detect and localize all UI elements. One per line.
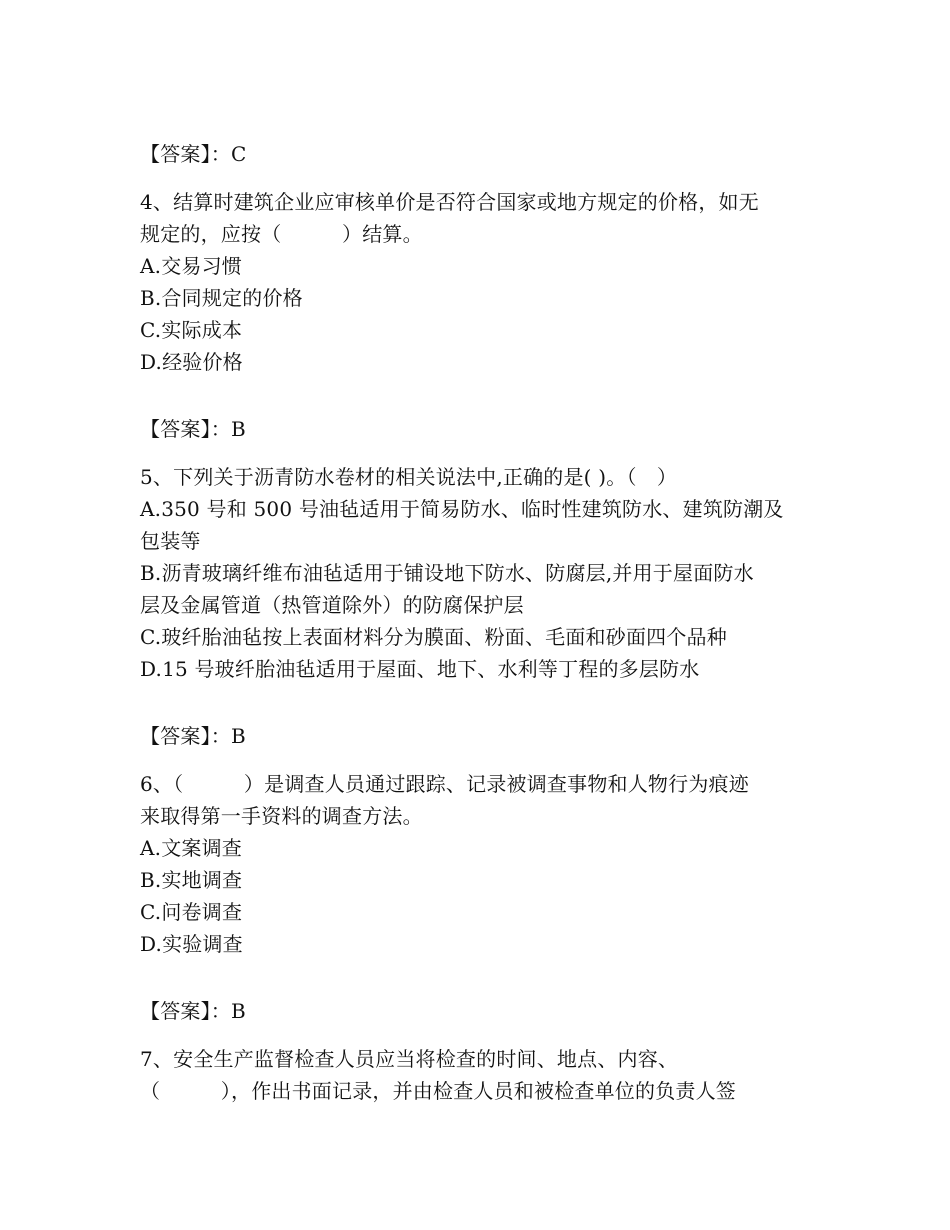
question-6-stem-line-1: 6、（ ）是调查人员通过跟踪、记录被调查事物和人物行为痕迹 [140,772,749,796]
question-4-option-d: D.经验价格 [140,350,243,374]
question-4-stem-line-2: 规定的，应按（ ）结算。 [140,222,423,246]
question-6-option-d: D.实验调查 [140,932,243,956]
question-6-option-b: B.实地调查 [140,868,243,892]
answer-q4: 【答案】：B [140,417,246,441]
question-6-option-a: A.文案调查 [140,836,243,860]
question-5-option-b-line-1: B.沥青玻璃纤维布油毡适用于铺设地下防水、防腐层,并用于屋面防水 [140,561,754,585]
question-5-option-a-line-2: 包装等 [140,529,201,553]
answer-q3: 【答案】：C [140,142,247,166]
question-6-stem-line-2: 来取得第一手资料的调查方法。 [140,804,423,828]
question-5-option-c: C.玻纤胎油毡按上表面材料分为膜面、粉面、毛面和砂面四个品种 [140,625,727,649]
question-7-stem-line-2: （ ），作出书面记录，并由检查人员和被检查单位的负责人签 [140,1079,736,1103]
question-4-stem-line-1: 4、结算时建筑企业应审核单价是否符合国家或地方规定的价格，如无 [140,190,759,214]
question-6-option-c: C.问卷调查 [140,900,243,924]
question-4-option-c: C.实际成本 [140,318,243,342]
question-5-option-d: D.15 号玻纤胎油毡适用于屋面、地下、水利等丁程的多层防水 [140,657,700,681]
question-5-option-a-line-1: A.350 号和 500 号油毡适用于简易防水、临时性建筑防水、建筑防潮及 [140,497,784,521]
question-4-option-a: A.交易习惯 [140,254,243,278]
question-5-stem: 5、下列关于沥青防水卷材的相关说法中,正确的是( )。（ ） [140,465,678,489]
question-5-option-b-line-2: 层及金属管道（热管道除外）的防腐保护层 [140,593,524,617]
answer-q6: 【答案】：B [140,999,246,1023]
answer-q5: 【答案】：B [140,724,246,748]
question-4-option-b: B.合同规定的价格 [140,286,303,310]
question-7-stem-line-1: 7、安全生产监督检查人员应当将检查的时间、地点、内容、 [140,1047,679,1071]
